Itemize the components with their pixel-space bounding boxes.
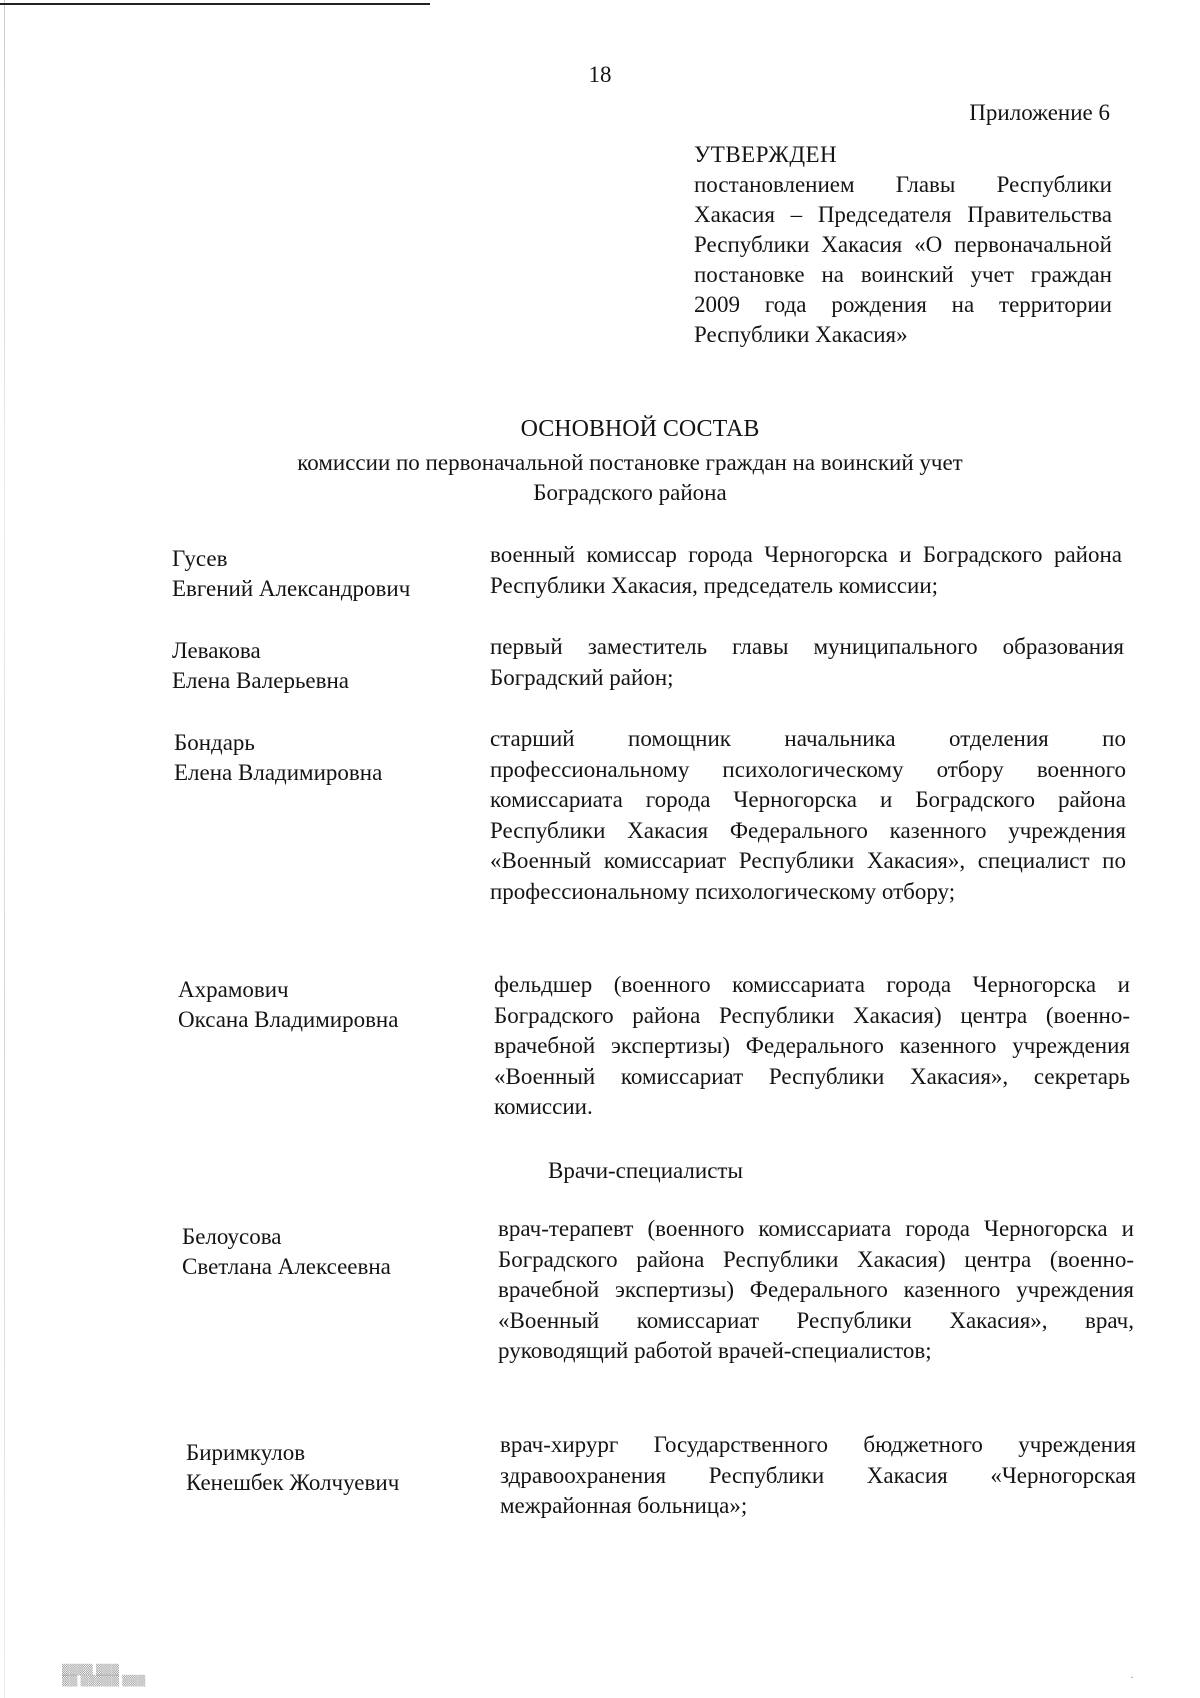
document-heading bbox=[0, 414, 1200, 508]
member-surname: Бондарь bbox=[174, 730, 255, 755]
member-name bbox=[172, 544, 410, 604]
document-title: ОСНОВНОЙ СОСТАВ bbox=[520, 416, 760, 442]
document-subtitle: комиссии по первоначальной постановке граждан на воинский учет bbox=[297, 450, 963, 475]
corner-scan-mark: · bbox=[1130, 1670, 1134, 1684]
approval-block bbox=[694, 140, 1112, 350]
approval-text: постановлением Главы Республики Хакасия – Председателя Правительства Республики Хакасия «О первоначальной постановке на воинский учет граждан 2009 года рождения на территории Республики Хакасия» bbox=[694, 172, 1112, 347]
member-given-names: Оксана Владимировна bbox=[178, 1007, 399, 1032]
appendix-label: Приложение 6 bbox=[969, 100, 1110, 125]
approval-title: УТВЕРЖДЕН bbox=[694, 142, 838, 167]
faint-stamp-mark: ▒▒▒▒ ▒▒▒ ▒▒ ▒▒▒▒▒ ▒▒▒ bbox=[62, 1665, 146, 1687]
member-role: военный комиссар города Черногорска и Боградского района Республики Хакасия, председатель комиссии; bbox=[490, 542, 1122, 598]
member-name bbox=[178, 975, 398, 1035]
doctor-role: врач-терапевт (военного комиссариата города Черногорска и Боградского района Республики Хакасия) центра (военно-врачебной экспертизы) Федерального казенного учреждения «Военный комиссариат Республики Хакасия», врач, руководящий работой врачей-специалистов; bbox=[498, 1216, 1134, 1363]
scan-edge-line bbox=[4, 0, 5, 1698]
doctor-surname: Биримкулов bbox=[186, 1440, 306, 1465]
member-surname: Гусев bbox=[172, 546, 228, 571]
member-role: первый заместитель главы муниципального образования Боградский район; bbox=[490, 634, 1124, 690]
doctor-name bbox=[182, 1222, 391, 1282]
doctor-surname: Белоусова bbox=[182, 1224, 282, 1249]
doctor-given-names: Кенешбек Жолчуевич bbox=[186, 1470, 400, 1495]
member-role: фельдшер (военного комиссариата города Черногорска и Боградского района Республики Хакасия) центра (военно-врачебной экспертизы) Федерального казенного учреждения «Военный комиссариат Республики Хакасия», секретарь комиссии. bbox=[494, 972, 1130, 1119]
page-number: 18 bbox=[588, 62, 612, 87]
district-name: Боградского района bbox=[533, 480, 727, 505]
member-given-names: Евгений Александрович bbox=[172, 576, 411, 601]
doctor-given-names: Светлана Алексеевна bbox=[182, 1254, 391, 1279]
section-heading: Врачи-специалисты bbox=[548, 1158, 743, 1183]
doctor-role: врач-хирург Государственного бюджетного учреждения здравоохранения Республики Хакасия «Черногорская межрайонная больница»; bbox=[500, 1432, 1136, 1518]
member-surname: Левакова bbox=[172, 638, 261, 663]
member-given-names: Елена Валерьевна bbox=[172, 668, 350, 693]
member-name bbox=[174, 728, 382, 788]
scan-top-line bbox=[0, 3, 430, 5]
member-role: старший помощник начальника отделения по профессиональному психологическому отбору военного комиссариата города Черногорска и Боградского района Республики Хакасия Федерального казенного учреждения «Военный комиссариат Республики Хакасия», специалист по профессиональному психологическому отбору; bbox=[490, 726, 1126, 904]
member-surname: Ахрамович bbox=[178, 977, 289, 1002]
member-given-names: Елена Владимировна bbox=[174, 760, 383, 785]
doctor-name bbox=[186, 1438, 399, 1498]
member-name bbox=[172, 636, 349, 696]
